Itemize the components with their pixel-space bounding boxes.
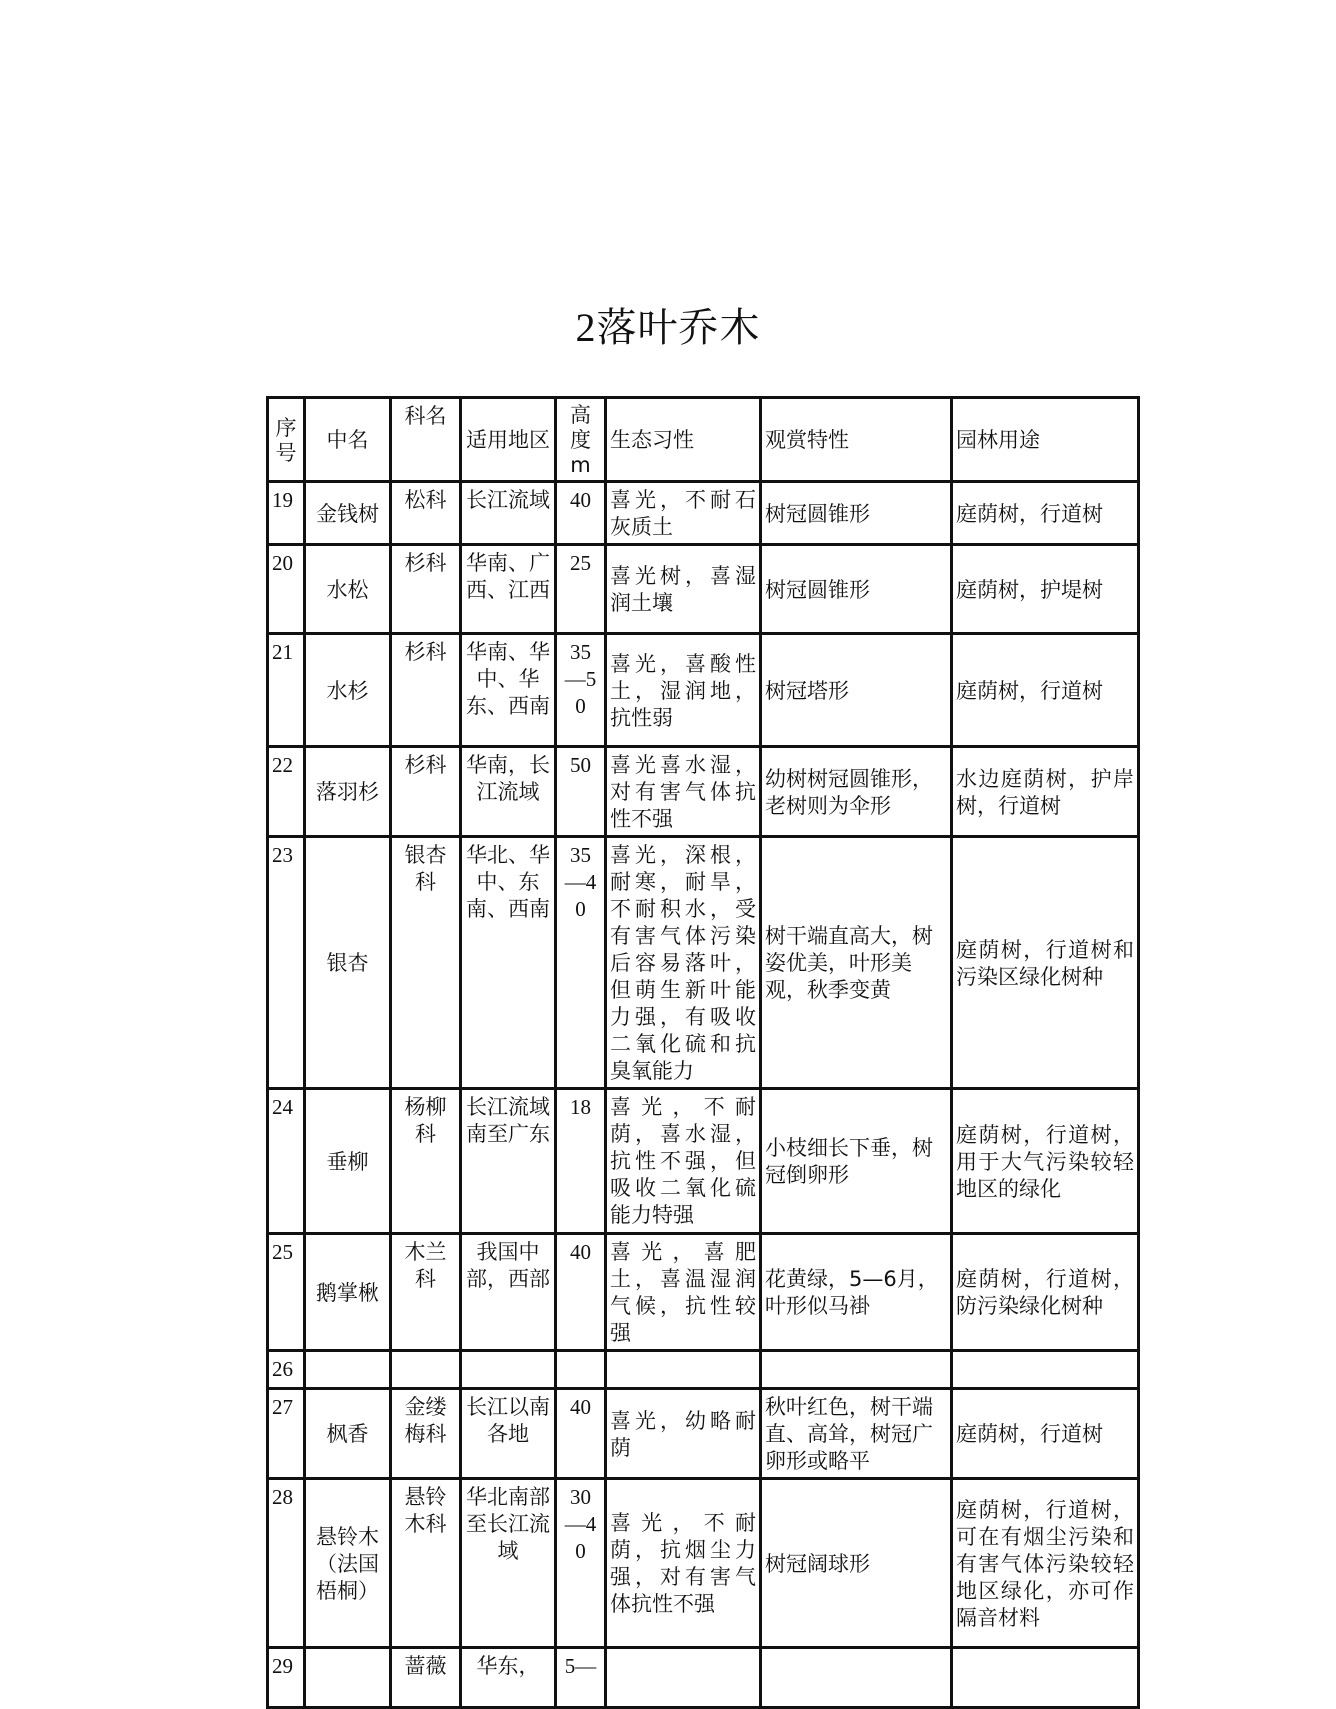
- cell-height: 25: [556, 545, 606, 634]
- table-row: [268, 545, 1139, 634]
- cell-use: 庭荫树，行道树，防污染绿化树种: [952, 1234, 1139, 1351]
- table-header-row: [268, 398, 1139, 482]
- cell-height: 30—40: [556, 1479, 606, 1648]
- cell-use: 庭荫树，行道树和污染区绿化树种: [952, 837, 1139, 1089]
- cell-ecology: 喜光，深根，耐寒，耐旱，不耐积水，受有害气体污染后容易落叶，但萌生新叶能力强，有吸收二氧化硫和抗臭氧能力: [606, 837, 761, 1089]
- cell-height: 50: [556, 747, 606, 837]
- cell-height: 35—40: [556, 837, 606, 1089]
- header-name: 中名: [305, 398, 391, 482]
- header-seq: 序号: [268, 398, 305, 482]
- table-row: [268, 1351, 1139, 1389]
- cell-height: 5—: [556, 1648, 606, 1708]
- cell-ornament: [761, 1351, 952, 1389]
- cell-seq: 23: [268, 837, 305, 1089]
- cell-region: 华北南部至长江流域: [461, 1479, 556, 1648]
- cell-family: 金缕梅科: [391, 1389, 461, 1479]
- cell-region: 华东，: [461, 1648, 556, 1708]
- cell-height: 40: [556, 482, 606, 545]
- cell-use: [952, 1648, 1139, 1708]
- cell-name: [305, 1648, 391, 1708]
- table-row: [268, 482, 1139, 545]
- cell-ornament: 树冠塔形: [761, 634, 952, 747]
- cell-seq: 24: [268, 1089, 305, 1234]
- deciduous-tree-table-container: [266, 396, 1137, 1678]
- cell-name: 水松: [305, 545, 391, 634]
- cell-ornament: 树冠阔球形: [761, 1479, 952, 1648]
- cell-ecology: 喜光，喜肥土，喜温湿润气候，抗性较强: [606, 1234, 761, 1351]
- header-family: 科名: [391, 398, 461, 482]
- cell-ornament: 树冠圆锥形: [761, 545, 952, 634]
- cell-name: 银杏: [305, 837, 391, 1089]
- cell-name: 垂柳: [305, 1089, 391, 1234]
- cell-ecology: 喜光喜水湿，对有害气体抗性不强: [606, 747, 761, 837]
- table-row: [268, 837, 1139, 1089]
- cell-region: 长江流域南至广东: [461, 1089, 556, 1234]
- cell-region: 长江以南各地: [461, 1389, 556, 1479]
- cell-region: 长江流域: [461, 482, 556, 545]
- cell-use: 庭荫树，护堤树: [952, 545, 1139, 634]
- cell-ecology: 喜光，喜酸性土，湿润地，抗性弱: [606, 634, 761, 747]
- cell-name: [305, 1351, 391, 1389]
- cell-ornament: [761, 1648, 952, 1708]
- cell-name: 枫香: [305, 1389, 391, 1479]
- cell-seq: 27: [268, 1389, 305, 1479]
- table-row: [268, 1089, 1139, 1234]
- cell-ecology: 喜光，不耐石灰质土: [606, 482, 761, 545]
- header-ornament: 观赏特性: [761, 398, 952, 482]
- header-height: 高度m: [556, 398, 606, 482]
- cell-height: 40: [556, 1234, 606, 1351]
- table-row: [268, 634, 1139, 747]
- header-use: 园林用途: [952, 398, 1139, 482]
- cell-region: 华北、华中、东南、西南: [461, 837, 556, 1089]
- cell-region: 华南，长江流域: [461, 747, 556, 837]
- cell-height: [556, 1351, 606, 1389]
- cell-region: 华南、广西、江西: [461, 545, 556, 634]
- cell-seq: 20: [268, 545, 305, 634]
- cell-height: 18: [556, 1089, 606, 1234]
- cell-height: 40: [556, 1389, 606, 1479]
- title-text: 落叶乔木: [596, 305, 761, 351]
- cell-family: 杨柳科: [391, 1089, 461, 1234]
- cell-family: 银杏科: [391, 837, 461, 1089]
- cell-ornament: 秋叶红色，树干端直、高耸，树冠广卵形或略平: [761, 1389, 952, 1479]
- cell-use: 庭荫树，行道树: [952, 482, 1139, 545]
- table-row: [268, 1234, 1139, 1351]
- cell-ornament: 花黄绿，5—6月，叶形似马褂: [761, 1234, 952, 1351]
- cell-ecology: 喜光，不耐荫，喜水湿，抗性不强，但吸收二氧化硫能力特强: [606, 1089, 761, 1234]
- cell-seq: 19: [268, 482, 305, 545]
- cell-ornament: 树冠圆锥形: [761, 482, 952, 545]
- cell-family: 松科: [391, 482, 461, 545]
- cell-ornament: 树干端直高大，树姿优美，叶形美观，秋季变黄: [761, 837, 952, 1089]
- cell-family: 木兰科: [391, 1234, 461, 1351]
- cell-name: 金钱树: [305, 482, 391, 545]
- cell-use: 庭荫树，行道树，用于大气污染较轻地区的绿化: [952, 1089, 1139, 1234]
- cell-ornament: 小枝细长下垂，树冠倒卵形: [761, 1089, 952, 1234]
- table-row: [268, 1389, 1139, 1479]
- cell-name: 水杉: [305, 634, 391, 747]
- cell-ecology: 喜光，不耐荫，抗烟尘力强，对有害气体抗性不强: [606, 1479, 761, 1648]
- cell-use: 水边庭荫树，护岸树，行道树: [952, 747, 1139, 837]
- header-ecology: 生态习性: [606, 398, 761, 482]
- table-row: [268, 1648, 1139, 1708]
- cell-height: 35—50: [556, 634, 606, 747]
- cell-seq: 21: [268, 634, 305, 747]
- cell-seq: 29: [268, 1648, 305, 1708]
- cell-ecology: 喜光，幼略耐荫: [606, 1389, 761, 1479]
- cell-family: 悬铃木科: [391, 1479, 461, 1648]
- cell-region: 华南、华中、华东、西南: [461, 634, 556, 747]
- deciduous-tree-table: [266, 396, 1140, 1709]
- cell-family: 杉科: [391, 747, 461, 837]
- cell-seq: 26: [268, 1351, 305, 1389]
- header-region: 适用地区: [461, 398, 556, 482]
- cell-ecology: 喜光树，喜湿润土壤: [606, 545, 761, 634]
- cell-use: 庭荫树，行道树: [952, 1389, 1139, 1479]
- cell-use: 庭荫树，行道树: [952, 634, 1139, 747]
- cell-seq: 25: [268, 1234, 305, 1351]
- cell-region: [461, 1351, 556, 1389]
- cell-region: 我国中部，西部: [461, 1234, 556, 1351]
- cell-ecology: [606, 1351, 761, 1389]
- cell-name: 鹅掌楸: [305, 1234, 391, 1351]
- cell-family: 杉科: [391, 545, 461, 634]
- cell-family: 蔷薇: [391, 1648, 461, 1708]
- table-row: [268, 1479, 1139, 1648]
- cell-seq: 28: [268, 1479, 305, 1648]
- cell-family: [391, 1351, 461, 1389]
- cell-ecology: [606, 1648, 761, 1708]
- cell-name: 悬铃木（法国梧桐）: [305, 1479, 391, 1648]
- page-title: [0, 300, 1336, 356]
- cell-family: 杉科: [391, 634, 461, 747]
- cell-use: 庭荫树，行道树，可在有烟尘污染和有害气体污染较轻地区绿化，亦可作隔音材料: [952, 1479, 1139, 1648]
- title-number: 2: [575, 305, 597, 350]
- cell-use: [952, 1351, 1139, 1389]
- cell-ornament: 幼树树冠圆锥形，老树则为伞形: [761, 747, 952, 837]
- cell-name: 落羽杉: [305, 747, 391, 837]
- table-row: [268, 747, 1139, 837]
- cell-seq: 22: [268, 747, 305, 837]
